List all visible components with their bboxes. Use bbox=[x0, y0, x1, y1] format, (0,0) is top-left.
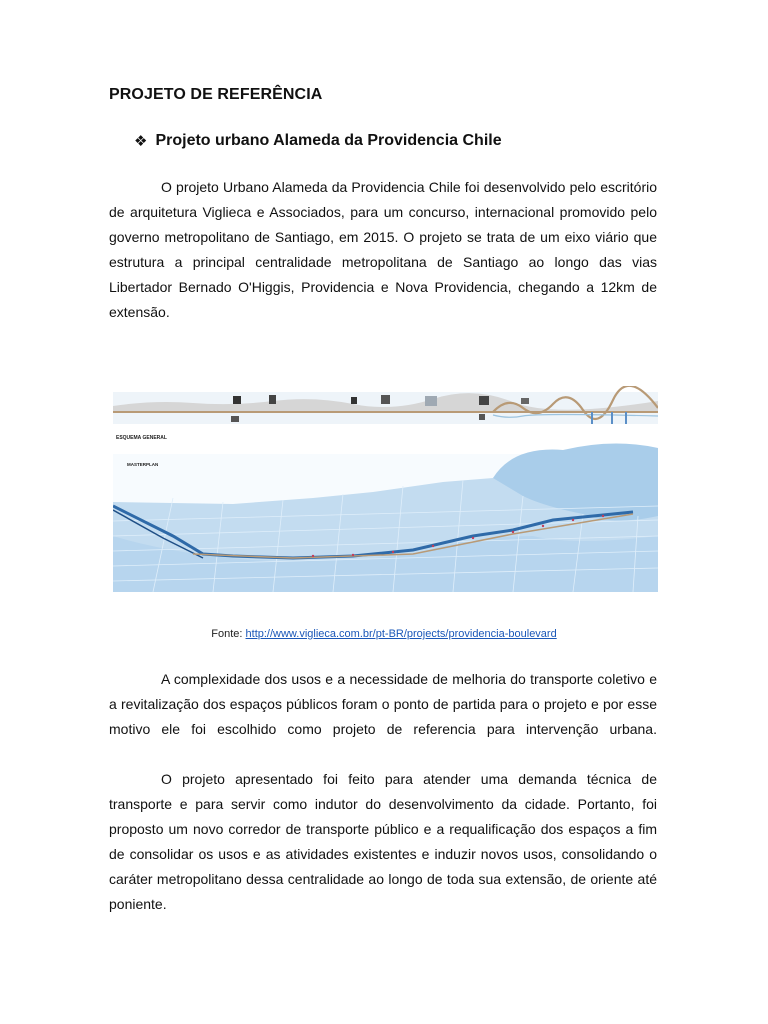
paragraph-complexity: A complexidade dos usos e a necessidade de melhoria do transporte coletivo e a revitalização dos espaços públicos foram o ponto de partida para o projeto e por esse motivo ele foi escolhido como projeto de referencia para intervenção urbana. bbox=[109, 671, 657, 737]
paragraph-intro: O projeto Urbano Alameda da Providencia Chile foi desenvolvido pelo escritório de arquitetura Viglieca e Associados, para um concurso, internacional promovido pelo governo metropolitano de Santiago, em 2015. O projeto se trata de um eixo viário que estrutura a principal centralidade metropolitana de Santiago ao longo das vias Libertador Bernado O'Higgis, Providencia e Nova Providencia, chegando a 12km de extensão. bbox=[109, 179, 657, 320]
figure-caption bbox=[0, 628, 768, 640]
paragraph-project: O projeto apresentado foi feito para atender uma demanda técnica de transporte e para servir como indutor do desenvolvimento da cidade. Portanto, foi proposto um novo corredor de transporte público e a requalificação dos espaços a fim de consolidar os usos e as atividades existentes e induzir novos usos, consolidando o caráter metropolitano dessa centralidade ao longo de toda sua extensão, de oriente até poniente. bbox=[109, 771, 657, 912]
schema-strip bbox=[113, 386, 658, 424]
schema-label: ESQUEMA GENERAL bbox=[116, 435, 167, 441]
page-heading: PROJETO DE REFERÊNCIA bbox=[109, 86, 323, 103]
masterplan-map bbox=[113, 443, 658, 592]
masterplan-label: MASTERPLAN bbox=[127, 462, 159, 467]
source-link[interactable]: http://www.viglieca.com.br/pt-BR/projects/providencia-boulevard bbox=[245, 628, 557, 640]
caption-prefix: Fonte: bbox=[211, 628, 246, 640]
section-heading-text: Projeto urbano Alameda da Providencia Chile bbox=[155, 132, 502, 149]
masterplan-illustration bbox=[113, 386, 658, 592]
diamond-bullet-icon: ❖ bbox=[134, 133, 148, 150]
section-heading bbox=[134, 132, 502, 150]
project-figure bbox=[113, 386, 658, 592]
